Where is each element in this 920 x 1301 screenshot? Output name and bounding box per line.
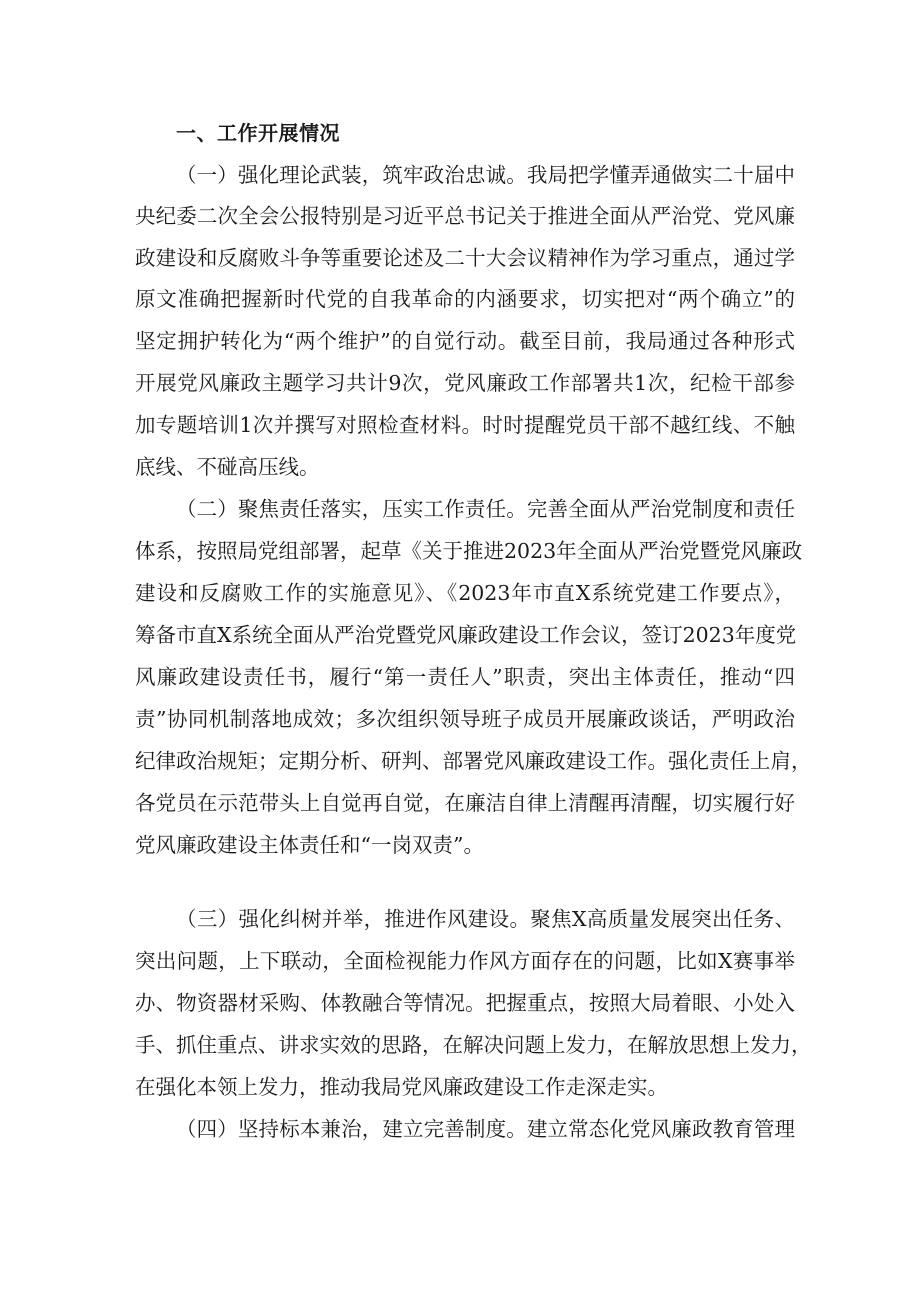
paragraph-1-line-6: 开展党风廉政主题学习共计9次，党风廉政工作部署共1次，纪检干部参: [135, 371, 795, 395]
paragraph-3-line-5: 在强化本领上发力，推动我局党风廉政建设工作走深走实。: [135, 1075, 668, 1099]
paragraph-2-line-4: 筹备市直X系统全面从严治党暨党风廉政建设工作会议，签订2023年度党: [135, 623, 797, 647]
paragraph-2-line-6: 责”协同机制落地成效；多次组织领导班子成员开展廉政谈话，严明政治: [135, 707, 795, 731]
paragraph-2-line-9: 党风廉政建设主体责任和“一岗双责”。: [135, 833, 484, 857]
paragraph-1-line-4: 原文准确把握新时代党的自我革命的内涵要求，切实把对“两个确立”的: [135, 287, 795, 311]
paragraph-3-line-4: 手、抓住重点、讲求实效的思路，在解决问题上发力，在解放思想上发力，: [135, 1033, 812, 1057]
section-heading: 一、工作开展情况: [176, 121, 340, 145]
paragraph-1-line-8: 底线、不碰高压线。: [135, 455, 320, 479]
paragraph-3-line-2: 突出问题，上下联动，全面检视能力作风方面存在的问题，比如X赛事举: [135, 949, 795, 973]
paragraph-1-line-1: （一）强化理论武装，筑牢政治忠诚。我局把学懂弄通做实二十届中: [176, 163, 795, 187]
paragraph-2-line-5: 风廉政建设责任书，履行“第一责任人”职责，突出主体责任，推动“四: [135, 665, 795, 689]
paragraph-3-line-3: 办、物资器材采购、体教融合等情况。把握重点，按照大局着眼、小处入: [135, 991, 795, 1015]
paragraph-4-line-1: （四）坚持标本兼治，建立完善制度。建立常态化党风廉政教育管理: [176, 1117, 795, 1141]
paragraph-1-line-2: 央纪委二次全会公报特别是习近平总书记关于推进全面从严治党、党风廉: [135, 204, 795, 228]
paragraph-1-line-5: 坚定拥护转化为“两个维护”的自觉行动。截至目前，我局通过各种形式: [135, 329, 795, 353]
paragraph-2-line-2: 体系，按照局党组部署，起草《关于推进2023年全面从严治党暨党风廉政: [135, 539, 803, 563]
paragraph-2-line-3: 建设和反腐败工作的实施意见》、《2023年市直X系统党建工作要点》，: [135, 581, 795, 605]
paragraph-2-line-7: 纪律政治规矩；定期分析、研判、部署党风廉政建设工作。强化责任上肩，: [135, 749, 812, 773]
paragraph-3-line-1: （三）强化纠树并举，推进作风建设。聚焦X高质量发展突出任务、: [176, 907, 795, 931]
paragraph-1-line-7: 加专题培训1次并撰写对照检查材料。时时提醒党员干部不越红线、不触: [135, 413, 795, 437]
paragraph-2-line-1: （二）聚焦责任落实，压实工作责任。完善全面从严治党制度和责任: [176, 497, 795, 521]
paragraph-1-line-3: 政建设和反腐败斗争等重要论述及二十大会议精神作为学习重点，通过学: [135, 246, 795, 270]
paragraph-2-line-8: 各党员在示范带头上自觉再自觉，在廉洁自律上清醒再清醒，切实履行好: [135, 791, 795, 815]
